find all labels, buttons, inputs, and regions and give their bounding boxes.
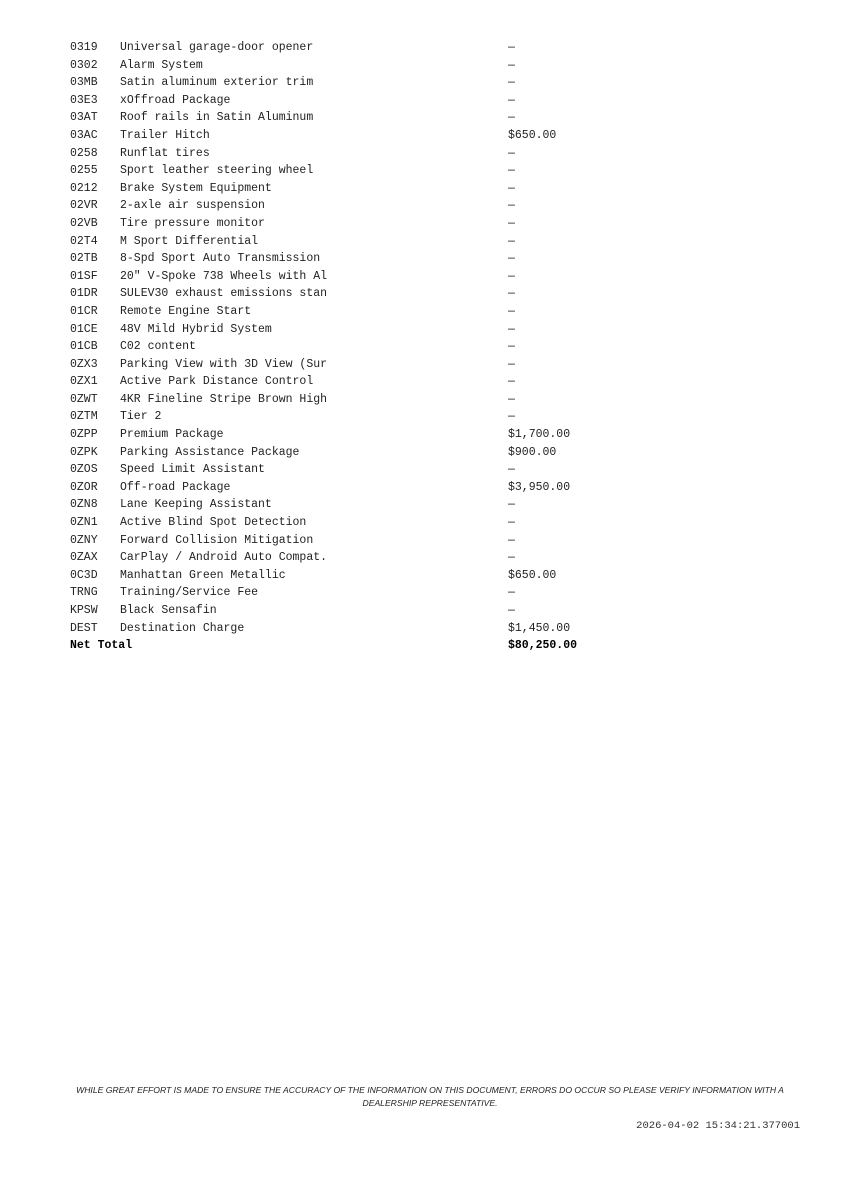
table-row <box>70 197 628 215</box>
item-code: 0ZX1 <box>70 375 98 389</box>
item-price: $3,950.00 <box>508 480 571 494</box>
table-row <box>70 39 628 57</box>
item-description: Parking View with 3D View (Sur <box>120 357 328 371</box>
disclaimer: WHILE GREAT EFFORT IS MADE TO ENSURE THE ACCURACY OF THE INFORMATION ON THIS DOCUMENT, ERRORS DO OCCUR SO PLEASE VERIFY INFORMATION WITH A DEALERSHIP REPRESENTATIVE. <box>76 1085 784 1108</box>
item-price: — <box>508 93 515 107</box>
table-row <box>70 532 628 550</box>
item-description: CarPlay / Android Auto Compat. <box>120 551 328 565</box>
item-description: C02 content <box>120 340 196 354</box>
table-row <box>70 496 628 514</box>
table-row <box>70 620 628 638</box>
item-description: 48V Mild Hybrid System <box>120 322 272 336</box>
table-row <box>70 233 628 251</box>
item-description: Active Blind Spot Detection <box>120 516 307 530</box>
item-code: 0258 <box>70 146 98 160</box>
table-row <box>70 514 628 532</box>
item-price: — <box>508 392 515 406</box>
item-code: 0ZAX <box>70 551 98 565</box>
table-row <box>70 373 628 391</box>
item-price: — <box>508 498 515 512</box>
item-price: $1,700.00 <box>508 428 571 442</box>
item-code: 0ZPP <box>70 428 98 442</box>
table-row <box>70 338 628 356</box>
net-total-label: Net Total <box>70 639 133 653</box>
item-price: — <box>508 516 515 530</box>
item-description: Destination Charge <box>120 621 245 635</box>
item-code: 02TB <box>70 252 98 266</box>
item-code: 0ZOS <box>70 463 98 477</box>
item-description: Tire pressure monitor <box>120 216 265 230</box>
item-description: Runflat tires <box>120 146 210 160</box>
item-price: — <box>508 604 515 617</box>
item-description: Active Park Distance Control <box>120 375 314 389</box>
table-row <box>70 408 628 426</box>
item-price: — <box>508 111 515 125</box>
item-description: Sport leather steering wheel <box>120 164 314 178</box>
item-description: Remote Engine Start <box>120 304 252 318</box>
table-row <box>70 180 628 198</box>
item-price: — <box>508 146 515 160</box>
item-code: 02VR <box>70 199 98 213</box>
item-code: 0ZNY <box>70 533 98 547</box>
table-row <box>70 426 628 444</box>
item-price: $650.00 <box>508 568 557 582</box>
item-price: — <box>508 340 515 354</box>
item-price: $650.00 <box>508 128 557 142</box>
item-code: 0C3D <box>70 568 98 582</box>
table-row <box>70 74 628 92</box>
table-row <box>70 356 628 374</box>
table-row <box>70 285 628 303</box>
item-price: — <box>508 41 515 54</box>
item-code: 0ZWT <box>70 392 98 406</box>
table-row <box>70 215 628 233</box>
table-row <box>70 109 628 127</box>
item-description: 2-axle air suspension <box>120 199 265 213</box>
item-price: — <box>508 199 515 213</box>
table-row <box>70 268 628 286</box>
item-code: 02VB <box>70 216 98 230</box>
item-description: Satin aluminum exterior trim <box>120 76 314 90</box>
item-price: — <box>508 181 515 195</box>
table-row <box>70 127 628 145</box>
item-code: 01CB <box>70 340 98 354</box>
table-row <box>70 57 628 75</box>
net-total-row <box>70 637 628 655</box>
item-description: Tier 2 <box>120 410 162 424</box>
item-description: Universal garage-door opener <box>120 41 314 54</box>
item-code: 0212 <box>70 181 98 195</box>
table-row <box>70 92 628 110</box>
item-price: $900.00 <box>508 445 557 459</box>
item-price: — <box>508 533 515 547</box>
table-row <box>70 162 628 180</box>
table-row <box>70 549 628 567</box>
table-row <box>70 584 628 602</box>
table-row <box>70 303 628 321</box>
item-description: Brake System Equipment <box>120 181 272 195</box>
item-description: SULEV30 exhaust emissions stan <box>120 287 328 301</box>
item-description: 20" V-Spoke 738 Wheels with Al <box>120 269 328 283</box>
item-description: Parking Assistance Package <box>120 445 300 459</box>
item-code: 0ZX3 <box>70 357 98 371</box>
item-description: Forward Collision Mitigation <box>120 533 314 547</box>
item-code: 0302 <box>70 58 98 72</box>
item-price: — <box>508 322 515 336</box>
item-description: Lane Keeping Assistant <box>120 498 272 512</box>
table-row <box>70 602 628 620</box>
item-code: 0ZOR <box>70 480 98 494</box>
item-code: TRNG <box>70 586 98 600</box>
item-price: — <box>508 58 515 72</box>
item-price: — <box>508 410 515 424</box>
table-row <box>70 391 628 409</box>
item-code: 0ZPK <box>70 445 98 459</box>
item-description: 8-Spd Sport Auto Transmission <box>120 252 321 266</box>
item-price: — <box>508 234 515 248</box>
item-price: — <box>508 76 515 90</box>
item-description: Trailer Hitch <box>120 128 210 142</box>
item-price: — <box>508 463 515 477</box>
item-price: — <box>508 287 515 301</box>
timestamp: 2026-04-02 15:34:21.377001 <box>636 1120 800 1132</box>
item-description: Black Sensafin <box>120 604 217 617</box>
item-description: 4KR Fineline Stripe Brown High <box>120 392 328 406</box>
item-price: — <box>508 375 515 389</box>
item-description: M Sport Differential <box>120 234 259 248</box>
table-row <box>70 567 628 585</box>
item-description: Roof rails in Satin Aluminum <box>120 111 314 125</box>
item-code: 03AC <box>70 128 98 142</box>
item-code: 03AT <box>70 111 98 125</box>
item-code: 0ZTM <box>70 410 98 424</box>
item-price: — <box>508 216 515 230</box>
item-price: — <box>508 304 515 318</box>
item-price: — <box>508 269 515 283</box>
item-code: 0ZN1 <box>70 516 98 530</box>
item-price: — <box>508 586 515 600</box>
item-code: 0ZN8 <box>70 498 98 512</box>
table-row <box>70 444 628 462</box>
item-code: 01SF <box>70 269 98 283</box>
item-price: $1,450.00 <box>508 621 571 635</box>
item-code: 03E3 <box>70 93 98 107</box>
item-description: xOffroad Package <box>120 93 231 107</box>
item-code: 03MB <box>70 76 98 90</box>
item-code: 0319 <box>70 41 98 54</box>
item-description: Premium Package <box>120 428 224 442</box>
item-description: Manhattan Green Metallic <box>120 568 286 582</box>
item-description: Off-road Package <box>120 480 231 494</box>
item-code: DEST <box>70 621 98 635</box>
net-total-value: $80,250.00 <box>508 639 578 653</box>
options-table <box>70 39 628 655</box>
item-description: Alarm System <box>120 58 203 72</box>
item-price: — <box>508 164 515 178</box>
table-row <box>70 479 628 497</box>
item-code: 01DR <box>70 287 98 301</box>
item-price: — <box>508 357 515 371</box>
table-row <box>70 461 628 479</box>
table-row <box>70 250 628 268</box>
item-code: 01CE <box>70 322 98 336</box>
item-code: 02T4 <box>70 234 98 248</box>
item-description: Speed Limit Assistant <box>120 463 265 477</box>
table-row <box>70 145 628 163</box>
item-price: — <box>508 551 515 565</box>
item-price: — <box>508 252 515 266</box>
item-code: 01CR <box>70 304 98 318</box>
item-description: Training/Service Fee <box>120 586 259 600</box>
item-code: 0255 <box>70 164 98 178</box>
table-row <box>70 321 628 339</box>
item-code: KPSW <box>70 604 98 617</box>
